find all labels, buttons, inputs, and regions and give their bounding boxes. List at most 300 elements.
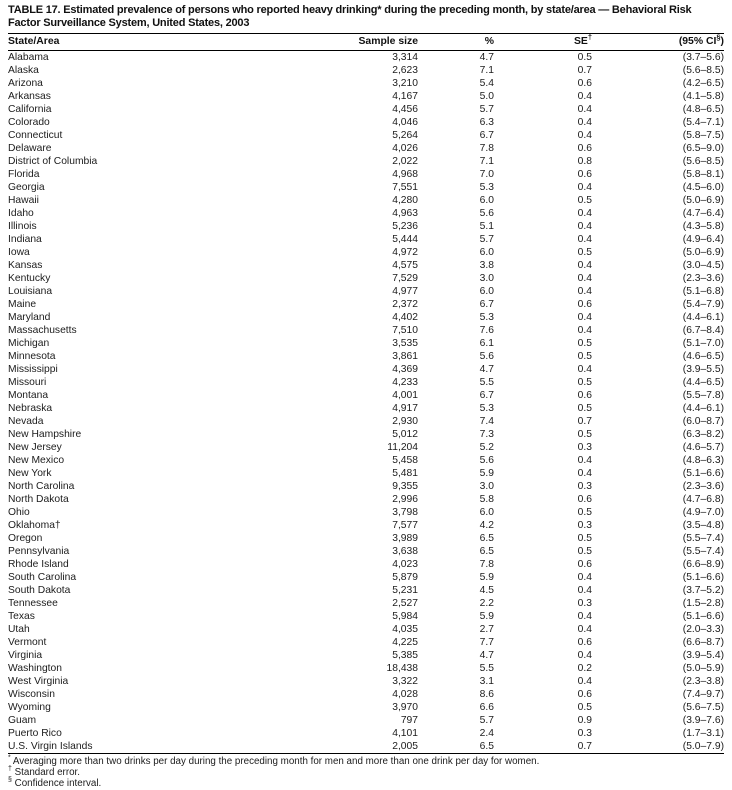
table-row	[8, 415, 724, 428]
cell-percent: 5.0	[479, 91, 494, 102]
cell-se: 0.6	[577, 637, 592, 648]
cell-percent: 5.1	[479, 221, 494, 232]
footnote-marker: †	[587, 32, 592, 42]
cell-se: 0.3	[577, 481, 592, 492]
cell-ci: (4.7–6.8)	[682, 494, 724, 505]
table-row	[8, 480, 724, 493]
cell-sample-size: 5,012	[392, 429, 418, 440]
footnote: § Confidence interval.	[8, 776, 102, 789]
cell-sample-size: 5,231	[392, 585, 418, 596]
table-row	[8, 220, 724, 233]
table-title: TABLE 17. Estimated prevalence of persons who reported heavy drinking* during the preceding month, by state/area — Behavioral Risk Factor Surveillance System, United States, 2003	[8, 4, 692, 29]
cell-ci: (5.5–7.8)	[682, 390, 724, 401]
cell-state-area: Arkansas	[8, 91, 51, 102]
table-row	[8, 207, 724, 220]
column-header-sample-size: Sample size	[338, 34, 418, 51]
table-row	[8, 77, 724, 90]
cell-state-area: Kansas	[8, 260, 43, 271]
cell-sample-size: 4,369	[392, 364, 418, 375]
table-row	[8, 389, 724, 402]
cell-percent: 6.3	[479, 117, 494, 128]
cell-ci: (5.4–7.1)	[682, 117, 724, 128]
cell-se: 0.4	[577, 572, 592, 583]
cell-percent: 6.7	[479, 390, 494, 401]
table-row	[8, 337, 724, 350]
cell-state-area: Idaho	[8, 208, 34, 219]
cell-ci: (4.9–6.4)	[682, 234, 724, 245]
cell-percent: 6.1	[479, 338, 494, 349]
cell-state-area: West Virginia	[8, 676, 69, 687]
cell-state-area: Utah	[8, 624, 30, 635]
cell-sample-size: 2,623	[392, 65, 418, 76]
cell-sample-size: 4,972	[392, 247, 418, 258]
cell-state-area: Vermont	[8, 637, 47, 648]
cell-ci: (4.8–6.5)	[682, 104, 724, 115]
cell-sample-size: 11,204	[387, 442, 418, 453]
table-row	[8, 233, 724, 246]
cell-se: 0.4	[577, 364, 592, 375]
cell-percent: 7.6	[479, 325, 494, 336]
cell-sample-size: 2,005	[338, 740, 418, 754]
column-header-ci: (95% CI§)	[592, 34, 724, 51]
table-row	[8, 272, 724, 285]
table-row	[8, 103, 724, 116]
cell-percent: 2.2	[479, 598, 494, 609]
cell-se: 0.5	[577, 338, 592, 349]
cell-se: 0.4	[577, 234, 592, 245]
cell-state-area: Alabama	[8, 52, 49, 63]
cell-percent: 3.0	[479, 481, 494, 492]
table-row	[8, 597, 724, 610]
cell-state-area: Michigan	[8, 338, 50, 349]
cell-se: 0.6	[577, 390, 592, 401]
table-row	[8, 649, 724, 662]
cell-se: 0.5	[577, 195, 592, 206]
table-row	[8, 727, 724, 740]
cell-ci: (4.5–6.0)	[682, 182, 724, 193]
cell-percent: 7.0	[479, 169, 494, 180]
cell-se: 0.3	[577, 442, 592, 453]
cell-state-area: Louisiana	[8, 286, 53, 297]
cell-sample-size: 4,233	[392, 377, 418, 388]
cell-sample-size: 4,026	[392, 143, 418, 154]
cell-state-area: Mississippi	[8, 364, 58, 375]
cell-state-area: Ohio	[8, 507, 30, 518]
cell-ci: (5.4–7.9)	[682, 299, 724, 310]
cell-ci: (5.5–7.4)	[682, 546, 724, 557]
cell-se: 0.8	[577, 156, 592, 167]
cell-sample-size: 4,028	[392, 689, 418, 700]
header-row	[8, 34, 724, 51]
cell-percent: 3.1	[479, 676, 494, 687]
cell-ci: (3.7–5.6)	[682, 52, 724, 63]
cell-se: 0.5	[577, 533, 592, 544]
cell-state-area: Florida	[8, 169, 40, 180]
table-row	[8, 714, 724, 727]
cell-state-area: Puerto Rico	[8, 728, 62, 739]
cell-sample-size: 3,970	[392, 702, 418, 713]
cell-sample-size: 7,529	[392, 273, 418, 284]
cell-ci: (6.5–9.0)	[682, 143, 724, 154]
cell-sample-size: 7,510	[392, 325, 418, 336]
cell-ci: (5.6–7.5)	[682, 702, 724, 713]
cell-se: 0.5	[577, 52, 592, 63]
footnote: * Averaging more than two drinks per day during the preceding month for men and more than one drink per day for women.	[8, 754, 540, 767]
table-row	[8, 532, 724, 545]
table-row	[8, 571, 724, 584]
cell-ci: (5.8–8.1)	[682, 169, 724, 180]
table-row	[8, 168, 724, 181]
cell-se: 0.4	[577, 624, 592, 635]
cell-state-area: Pennsylvania	[8, 546, 70, 557]
cell-percent: 6.0	[479, 247, 494, 258]
cell-percent: 7.1	[479, 65, 494, 76]
table-row	[8, 51, 724, 65]
cell-percent: 7.8	[479, 559, 494, 570]
cell-sample-size: 5,385	[392, 650, 418, 661]
cell-sample-size: 4,101	[392, 728, 418, 739]
table-row	[8, 506, 724, 519]
cell-se: 0.4	[577, 585, 592, 596]
cell-sample-size: 7,577	[392, 520, 418, 531]
cell-percent: 4.5	[479, 585, 494, 596]
cell-ci: (5.0–5.9)	[682, 663, 724, 674]
cell-state-area: Wisconsin	[8, 689, 55, 700]
cell-sample-size: 4,456	[392, 104, 418, 115]
cell-state-area: U.S. Virgin Islands	[8, 740, 338, 754]
cell-sample-size: 3,322	[392, 676, 418, 687]
cell-ci: (3.9–7.6)	[682, 715, 724, 726]
cell-ci: (5.5–7.4)	[682, 533, 724, 544]
cell-state-area: Tennessee	[8, 598, 58, 609]
cell-ci: (4.4–6.1)	[682, 312, 724, 323]
cell-sample-size: 5,236	[392, 221, 418, 232]
cell-percent: 8.6	[479, 689, 494, 700]
cell-ci: (3.7–5.2)	[682, 585, 724, 596]
cell-se: 0.3	[577, 598, 592, 609]
cell-state-area: Colorado	[8, 117, 50, 128]
cell-state-area: California	[8, 104, 52, 115]
cell-se: 0.6	[577, 78, 592, 89]
table-row	[8, 259, 724, 272]
cell-ci: (6.0–8.7)	[682, 416, 724, 427]
cell-sample-size: 4,001	[392, 390, 418, 401]
table-row	[8, 519, 724, 532]
cell-se: 0.4	[577, 676, 592, 687]
table-row	[8, 636, 724, 649]
cell-sample-size: 5,264	[392, 130, 418, 141]
cell-state-area: Missouri	[8, 377, 47, 388]
cell-se: 0.7	[577, 416, 592, 427]
cell-ci: (5.0–6.9)	[682, 247, 724, 258]
cell-se: 0.4	[577, 468, 592, 479]
cell-sample-size: 4,575	[392, 260, 418, 271]
cell-se: 0.6	[577, 689, 592, 700]
cell-se: 0.4	[577, 273, 592, 284]
cell-se: 0.5	[577, 351, 592, 362]
cell-percent: 5.7	[479, 234, 494, 245]
cell-state-area: New Mexico	[8, 455, 65, 466]
table-row	[8, 116, 724, 129]
column-header-state-area: State/Area	[8, 34, 338, 51]
cell-sample-size: 797	[400, 715, 418, 726]
cell-se: 0.4	[577, 611, 592, 622]
table-row	[8, 467, 724, 480]
table-row	[8, 311, 724, 324]
cell-se: 0.4	[577, 455, 592, 466]
cell-ci: (5.0–6.9)	[682, 195, 724, 206]
cell-percent: 5.3	[479, 403, 494, 414]
cell-sample-size: 2,372	[392, 299, 418, 310]
cell-percent: 5.6	[479, 208, 494, 219]
cell-percent: 7.7	[479, 637, 494, 648]
footnotes-section	[8, 756, 724, 789]
footnote-marker: †	[8, 765, 12, 773]
cell-percent: 5.6	[479, 455, 494, 466]
table-row	[8, 493, 724, 506]
cell-state-area: Montana	[8, 390, 49, 401]
cell-ci: (4.6–5.7)	[682, 442, 724, 453]
cell-state-area: Connecticut	[8, 130, 63, 141]
cell-se: 0.7	[494, 740, 592, 754]
table-row	[8, 285, 724, 298]
cell-percent: 6.6	[479, 702, 494, 713]
cell-sample-size: 3,989	[392, 533, 418, 544]
cell-ci: (3.9–5.4)	[682, 650, 724, 661]
cell-se: 0.5	[577, 507, 592, 518]
footnote: † Standard error.	[8, 765, 80, 778]
cell-ci: (4.1–5.8)	[682, 91, 724, 102]
cell-percent: 3.8	[479, 260, 494, 271]
cell-ci: (6.7–8.4)	[682, 325, 724, 336]
cell-se: 0.4	[577, 117, 592, 128]
footnote-marker: §	[716, 32, 721, 42]
cell-se: 0.4	[577, 104, 592, 115]
cell-percent: 2.7	[479, 624, 494, 635]
table-row	[8, 623, 724, 636]
cell-sample-size: 4,977	[392, 286, 418, 297]
cell-state-area: Hawaii	[8, 195, 39, 206]
cell-percent: 7.3	[479, 429, 494, 440]
cell-percent: 4.7	[479, 52, 494, 63]
cell-state-area: North Dakota	[8, 494, 69, 505]
cell-ci: (5.1–6.8)	[682, 286, 724, 297]
cell-sample-size: 18,438	[386, 663, 418, 674]
cell-percent: 3.0	[479, 273, 494, 284]
table-row	[8, 454, 724, 467]
cell-sample-size: 4,225	[392, 637, 418, 648]
cell-sample-size: 4,280	[392, 195, 418, 206]
cell-sample-size: 3,861	[392, 351, 418, 362]
cell-percent: 5.3	[479, 312, 494, 323]
cell-percent: 6.0	[479, 286, 494, 297]
table-row	[8, 402, 724, 415]
cell-percent: 7.8	[479, 143, 494, 154]
cell-ci: (4.8–6.3)	[682, 455, 724, 466]
cell-state-area: Wyoming	[8, 702, 51, 713]
cell-state-area: Oregon	[8, 533, 43, 544]
cell-ci: (4.4–6.5)	[682, 377, 724, 388]
cell-state-area: Nebraska	[8, 403, 53, 414]
cell-percent: 4.7	[479, 650, 494, 661]
table-row	[8, 298, 724, 311]
table-row	[8, 181, 724, 194]
cell-state-area: District of Columbia	[8, 156, 98, 167]
footnote-marker: §	[8, 776, 12, 784]
cell-state-area: Delaware	[8, 143, 52, 154]
cell-sample-size: 3,638	[392, 546, 418, 557]
cell-se: 0.4	[577, 312, 592, 323]
cell-state-area: New York	[8, 468, 52, 479]
cell-se: 0.5	[577, 403, 592, 414]
cell-sample-size: 4,917	[392, 403, 418, 414]
table-row	[8, 662, 724, 675]
cell-se: 0.4	[577, 260, 592, 271]
cell-state-area: Alaska	[8, 65, 39, 76]
cell-sample-size: 4,046	[392, 117, 418, 128]
table-row	[8, 324, 724, 337]
cell-state-area: Kentucky	[8, 273, 51, 284]
cell-ci: (5.6–8.5)	[682, 65, 724, 76]
cell-state-area: Guam	[8, 715, 37, 726]
cell-state-area: Iowa	[8, 247, 30, 258]
cell-ci: (4.9–7.0)	[682, 507, 724, 518]
table-row	[8, 558, 724, 571]
cell-se: 0.4	[577, 650, 592, 661]
table-row	[8, 610, 724, 623]
cell-percent: 6.5	[479, 546, 494, 557]
cell-ci: (3.9–5.5)	[682, 364, 724, 375]
cell-ci: (6.3–8.2)	[682, 429, 724, 440]
cell-sample-size: 7,551	[392, 182, 418, 193]
cell-state-area: South Dakota	[8, 585, 71, 596]
cell-percent: 6.5	[479, 533, 494, 544]
cell-ci: (1.7–3.1)	[682, 728, 724, 739]
cell-sample-size: 2,527	[392, 598, 418, 609]
cell-state-area: Indiana	[8, 234, 42, 245]
cell-se: 0.4	[577, 286, 592, 297]
cell-percent: 5.8	[479, 494, 494, 505]
prevalence-table	[8, 33, 724, 754]
table-row	[8, 155, 724, 168]
cell-sample-size: 5,458	[392, 455, 418, 466]
cell-ci: (5.1–6.6)	[682, 611, 724, 622]
cell-sample-size: 4,035	[392, 624, 418, 635]
table-row	[8, 545, 724, 558]
cell-percent: 5.6	[479, 351, 494, 362]
cell-se: 0.3	[577, 520, 592, 531]
cell-percent: 6.0	[479, 195, 494, 206]
cell-sample-size: 5,879	[392, 572, 418, 583]
cell-sample-size: 3,535	[392, 338, 418, 349]
cell-se: 0.5	[577, 429, 592, 440]
cell-ci: (4.2–6.5)	[682, 78, 724, 89]
cell-percent: 5.4	[479, 78, 494, 89]
cell-sample-size: 4,968	[392, 169, 418, 180]
table-row	[8, 64, 724, 77]
cell-percent: 5.3	[479, 182, 494, 193]
cell-state-area: New Hampshire	[8, 429, 82, 440]
cell-se: 0.3	[577, 728, 592, 739]
cell-percent: 5.7	[479, 715, 494, 726]
cell-ci: (2.0–3.3)	[682, 624, 724, 635]
table-row	[8, 428, 724, 441]
cell-se: 0.5	[577, 546, 592, 557]
cell-ci: (2.3–3.8)	[682, 676, 724, 687]
table-row	[8, 740, 724, 754]
cell-se: 0.4	[577, 130, 592, 141]
cell-ci: (4.7–6.4)	[682, 208, 724, 219]
cell-percent: 7.4	[479, 416, 494, 427]
cell-percent: 6.5	[418, 740, 494, 754]
cell-state-area: Massachusetts	[8, 325, 77, 336]
cell-se: 0.9	[577, 715, 592, 726]
table-row	[8, 129, 724, 142]
cell-sample-size: 3,798	[392, 507, 418, 518]
cell-percent: 4.2	[479, 520, 494, 531]
cell-sample-size: 3,314	[392, 52, 418, 63]
cell-state-area: North Carolina	[8, 481, 75, 492]
table-row	[8, 688, 724, 701]
cell-state-area: Maine	[8, 299, 37, 310]
cell-state-area: Minnesota	[8, 351, 56, 362]
cell-state-area: Rhode Island	[8, 559, 69, 570]
cell-se: 0.6	[577, 559, 592, 570]
cell-state-area: Nevada	[8, 416, 44, 427]
cell-state-area: Illinois	[8, 221, 37, 232]
cell-ci: (5.1–6.6)	[682, 572, 724, 583]
cell-state-area: New Jersey	[8, 442, 62, 453]
cell-ci: (2.3–3.6)	[682, 273, 724, 284]
cell-percent: 5.9	[479, 611, 494, 622]
cell-state-area: South Carolina	[8, 572, 77, 583]
table-row	[8, 194, 724, 207]
cell-ci: (4.6–6.5)	[682, 351, 724, 362]
cell-ci: (5.8–7.5)	[682, 130, 724, 141]
cell-percent: 4.7	[479, 364, 494, 375]
cell-se: 0.6	[577, 494, 592, 505]
cell-se: 0.5	[577, 377, 592, 388]
cell-sample-size: 9,355	[392, 481, 418, 492]
cell-state-area: Arizona	[8, 78, 43, 89]
cell-percent: 6.7	[479, 299, 494, 310]
cell-percent: 6.0	[479, 507, 494, 518]
table-row	[8, 376, 724, 389]
cell-sample-size: 5,984	[392, 611, 418, 622]
cell-se: 0.4	[577, 221, 592, 232]
cell-state-area: Georgia	[8, 182, 45, 193]
cell-ci: (1.5–2.8)	[682, 598, 724, 609]
table-body	[8, 51, 724, 754]
cell-state-area: Maryland	[8, 312, 51, 323]
cell-sample-size: 4,963	[392, 208, 418, 219]
table-row	[8, 584, 724, 597]
cell-percent: 5.7	[479, 104, 494, 115]
cell-state-area: Texas	[8, 611, 35, 622]
cell-se: 0.6	[577, 299, 592, 310]
cell-state-area: Virginia	[8, 650, 43, 661]
table-row	[8, 350, 724, 363]
column-header-percent: %	[418, 34, 494, 51]
cell-sample-size: 5,481	[392, 468, 418, 479]
table-row	[8, 701, 724, 714]
table-row	[8, 441, 724, 454]
cell-percent: 7.1	[479, 156, 494, 167]
cell-se: 0.6	[577, 143, 592, 154]
cell-se: 0.5	[577, 247, 592, 258]
cell-percent: 5.5	[479, 377, 494, 388]
cell-ci: (6.6–8.7)	[682, 637, 724, 648]
